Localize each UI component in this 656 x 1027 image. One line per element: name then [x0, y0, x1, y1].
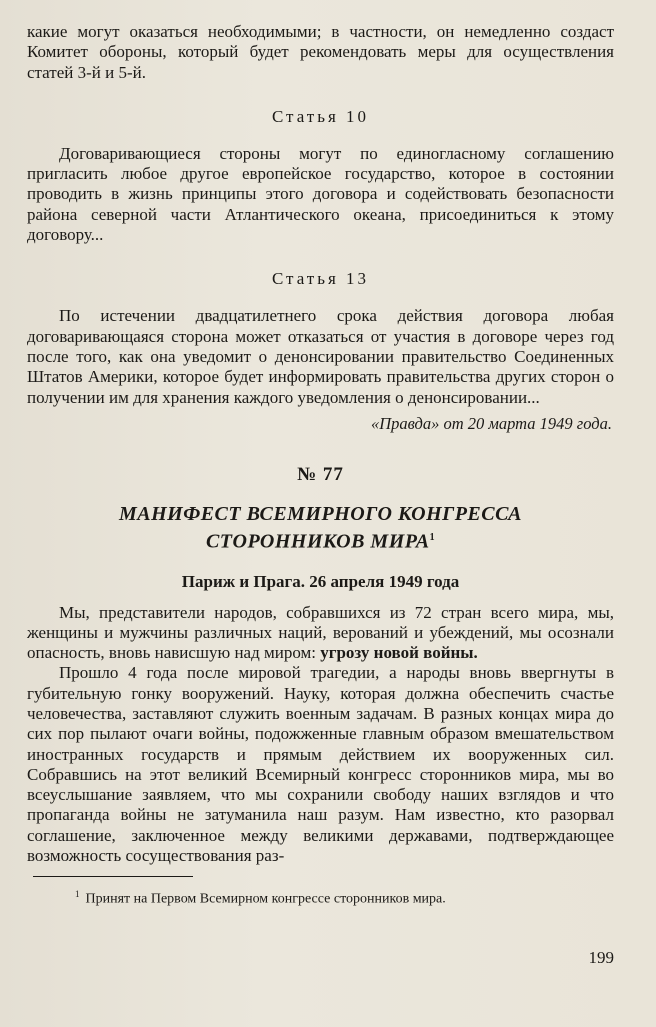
document-title-line-1: МАНИФЕСТ ВСЕМИРНОГО КОНГРЕССА: [118, 502, 523, 525]
footnote: [27, 885, 614, 909]
article-13-text: По истечении двадцатилетнего срока действия договора любая договаривающаяся сторона может отказаться от участия в договоре через год после того, как она уведомит о денонсировании правительство Соединенных Штатов Америки, которое будет информировать правительства других сторон о получении им для хранения каждого уведомления о денонсировании...: [27, 306, 614, 407]
manifesto-paragraph-1-text: Мы, представители народов, собравшихся из 72 стран всего мира, мы, женщины и мужчины различных наций, верований и убеждений, мы осознали опасность, вновь нависшую над миром:: [27, 602, 614, 663]
manifesto-paragraph-1-emphasis: угрозу новой войны.: [320, 643, 478, 663]
manifesto-paragraph-2: Прошло 4 года после мировой трагедии, а народы вновь ввергнуты в губительную гонку вооружений. Науку, которая должна обеспечить счастье человечества, заставляют служить военным задачам. В разных концах мира до сих пор пылают очаги войны, подожженные главным образом вмешательством иностранных государств и прямым действием их вооруженных сил. Собравшись на этот великий Всемирный конгресс сторонников мира, мы во всеуслышание заявляем, что мы сохранили свободу наших взглядов и что пропаганда войны не затуманила наш разум. Нам известно, кто разорвал соглашение, заключенное между великими державами, подтверждающее возможность сосуществования раз-: [27, 663, 614, 866]
document-title-line-2: [27, 526, 614, 554]
document-number: № 77: [297, 463, 344, 485]
footnote-reference: 1: [429, 531, 436, 543]
footnote-text: Принят на Первом Всемирном конгрессе сторонников мира.: [85, 892, 446, 908]
manifesto-paragraph-1: [27, 603, 614, 664]
footnote-divider: [33, 876, 193, 877]
footnote-marker: 1: [75, 889, 80, 900]
article-10-text: Договаривающиеся стороны могут по единогласному соглашению пригласить любое другое европейское государство, которое в состоянии проводить в жизнь принципы этого договора и содействовать безопасности района северной части Атлантического океана, присоединиться к этому договору...: [27, 143, 614, 245]
document-title-line-2-text: СТОРОННИКОВ МИРА: [205, 530, 430, 553]
source-citation: «Правда» от 20 марта 1949 года.: [370, 413, 612, 433]
article-10-heading: Статья 10: [271, 106, 370, 126]
place-and-date: Париж и Прага. 26 апреля 1949 года: [181, 571, 460, 591]
article-13-heading: Статья 13: [271, 269, 370, 289]
document-title: [27, 502, 614, 554]
continuation-paragraph: какие могут оказаться необходимыми; в частности, он немедленно создаст Комитет обороны, который будет рекомендовать меры для осуществления статей 3-й и 5-й.: [27, 22, 614, 82]
page-number: 199: [588, 948, 614, 967]
